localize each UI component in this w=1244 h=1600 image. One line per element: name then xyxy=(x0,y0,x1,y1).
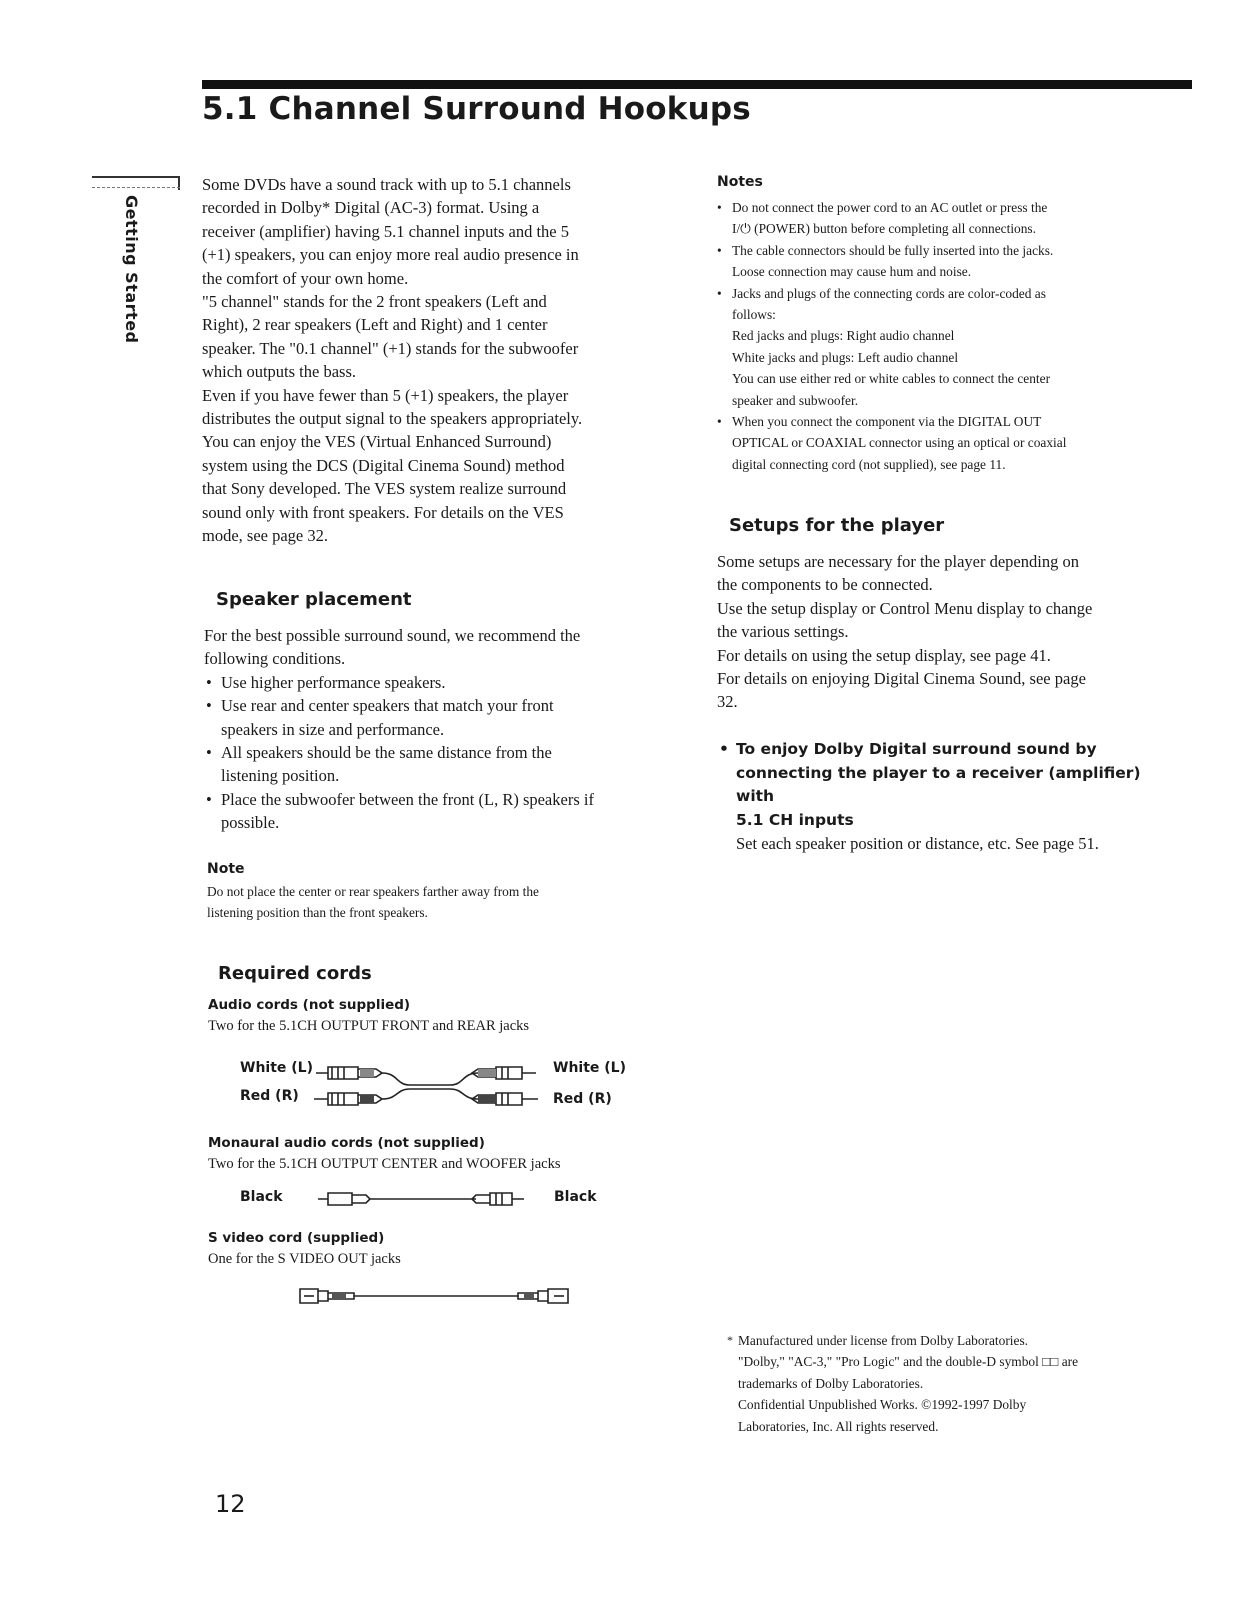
speaker-placement-heading: Speaker placement xyxy=(216,589,412,610)
footnote-marker: * xyxy=(727,1333,733,1347)
page-number: 12 xyxy=(215,1490,246,1518)
speaker-placement-body xyxy=(204,624,674,835)
monaural-left-label: Black xyxy=(240,1189,283,1205)
footnote-line: Manufactured under license from Dolby Laboratories. xyxy=(738,1333,1029,1348)
note-text xyxy=(207,881,677,924)
note-heading: Note xyxy=(207,861,245,877)
monaural-cords-desc: Two for the 5.1CH OUTPUT CENTER and WOOFER jacks xyxy=(208,1156,561,1172)
intro-line: recorded in Dolby* Digital (AC-3) format. Using a xyxy=(202,198,540,218)
footnote-line: "Dolby," "AC-3," "Pro Logic" and the double-D symbol □□ are xyxy=(738,1354,1079,1370)
audio-cord-illustration xyxy=(310,1055,550,1113)
setups-line: Some setups are necessary for the player depending on xyxy=(717,552,1079,571)
footnote-line: trademarks of Dolby Laboratories. xyxy=(738,1375,924,1391)
footnote-line: Laboratories, Inc. All rights reserved. xyxy=(738,1418,939,1434)
intro-line: mode, see page 32. xyxy=(202,526,328,546)
note-line: Do not place the center or rear speakers farther away from the xyxy=(207,884,539,899)
page-title: 5.1 Channel Surround Hookups xyxy=(202,91,751,127)
side-tab-label: Getting Started xyxy=(122,195,141,344)
setups-line: the components to be connected. xyxy=(717,575,933,595)
dolby-bullet-heading: • To enjoy Dolby Digital surround sound by connecting the player to a receiver (amplifier) with 5.1 CH inputs xyxy=(717,738,1177,832)
placement-intro-line: following conditions. xyxy=(204,649,346,669)
svideo-cord-desc: One for the S VIDEO OUT jacks xyxy=(208,1251,401,1267)
setups-heading: Setups for the player xyxy=(729,515,945,536)
intro-line: that Sony developed. The VES system realize surround xyxy=(202,479,567,499)
side-tab-line xyxy=(92,176,180,178)
intro-line: which outputs the bass. xyxy=(202,362,356,382)
placement-list xyxy=(204,671,674,835)
footnote-line: Confidential Unpublished Works. ©1992-1997 Dolby xyxy=(738,1397,1027,1413)
footnote xyxy=(727,1330,1187,1437)
list-item: • When you connect the component via the DIGITAL OUT OPTICAL or COAXIAL connector using an optical or coaxial digital connecting cord (not supplied), see page 11. xyxy=(717,411,1157,475)
setups-line: Use the setup display or Control Menu display to change xyxy=(717,598,1093,618)
list-item: • Jacks and plugs of the connecting cords are color-coded as follows: Red jacks and plugs: Right audio channel White jacks and plugs: Left audio channel You can use either red or white cables to connect the center speaker and subwoofer. xyxy=(717,283,1157,411)
setups-line: For details on using the setup display, see page 41. xyxy=(717,645,1051,665)
audio-cords-desc: Two for the 5.1CH OUTPUT FRONT and REAR jacks xyxy=(208,1018,530,1034)
setups-text xyxy=(717,550,1177,714)
audio-right-top-label: White (L) xyxy=(553,1060,626,1076)
intro-line: speaker. The "0.1 channel" (+1) stands for the subwoofer xyxy=(202,338,579,358)
svideo-cord-title: S video cord (supplied) xyxy=(208,1230,385,1246)
list-item: • Do not connect the power cord to an AC outlet or press the I/⏻ (POWER) button before completing all connections. xyxy=(717,197,1157,240)
setups-line: the various settings. xyxy=(717,622,849,642)
dolby-bullet xyxy=(717,738,1177,856)
intro-line: the comfort of your own home. xyxy=(202,268,409,288)
list-item: • The cable connectors should be fully inserted into the jacks. Loose connection may cause hum and noise. xyxy=(717,240,1157,283)
intro-line: Even if you have fewer than 5 (+1) speakers, the player xyxy=(202,385,569,405)
intro-text xyxy=(202,173,672,548)
notes-list xyxy=(717,197,1157,475)
intro-line: distributes the output signal to the speakers appropriately. xyxy=(202,409,583,429)
svideo-cord-illustration xyxy=(298,1285,574,1307)
monaural-right-label: Black xyxy=(554,1189,597,1205)
side-tab-dash xyxy=(92,187,180,188)
monaural-cord-illustration xyxy=(316,1188,544,1210)
notes-heading: Notes xyxy=(717,174,763,190)
list-item: • Use higher performance speakers. xyxy=(204,671,674,694)
intro-line: You can enjoy the VES (Virtual Enhanced Surround) xyxy=(202,432,552,452)
intro-line: sound only with front speakers. For details on the VES xyxy=(202,502,564,522)
list-item: • All speakers should be the same distance from the listening position. xyxy=(204,741,674,788)
intro-line: Right), 2 rear speakers (Left and Right) and 1 center xyxy=(202,315,548,335)
monaural-cords-title: Monaural audio cords (not supplied) xyxy=(208,1135,485,1151)
required-cords-heading: Required cords xyxy=(218,963,372,984)
audio-right-bottom-label: Red (R) xyxy=(553,1091,612,1107)
audio-left-top-label: White (L) xyxy=(240,1060,313,1076)
setups-line: For details on enjoying Digital Cinema Sound, see page xyxy=(717,669,1086,689)
setups-line: 32. xyxy=(717,692,738,712)
placement-intro-line: For the best possible surround sound, we recommend the xyxy=(204,626,581,645)
intro-line: Some DVDs have a sound track with up to 5.1 channels xyxy=(202,175,571,194)
intro-line: "5 channel" stands for the 2 front speakers (Left and xyxy=(202,292,547,312)
dolby-bullet-text: Set each speaker position or distance, etc. See page 51. xyxy=(736,834,1099,853)
audio-cords-title: Audio cords (not supplied) xyxy=(208,997,411,1013)
list-item: • Use rear and center speakers that match your front speakers in size and performance. xyxy=(204,694,674,741)
intro-line: system using the DCS (Digital Cinema Sound) method xyxy=(202,455,565,475)
audio-left-bottom-label: Red (R) xyxy=(240,1088,299,1104)
note-line: listening position than the front speakers. xyxy=(207,905,428,921)
list-item: • Place the subwoofer between the front (L, R) speakers if possible. xyxy=(204,788,674,835)
intro-line: (+1) speakers, you can enjoy more real audio presence in xyxy=(202,245,579,265)
intro-line: receiver (amplifier) having 5.1 channel inputs and the 5 xyxy=(202,221,569,241)
title-rule xyxy=(202,80,1192,89)
